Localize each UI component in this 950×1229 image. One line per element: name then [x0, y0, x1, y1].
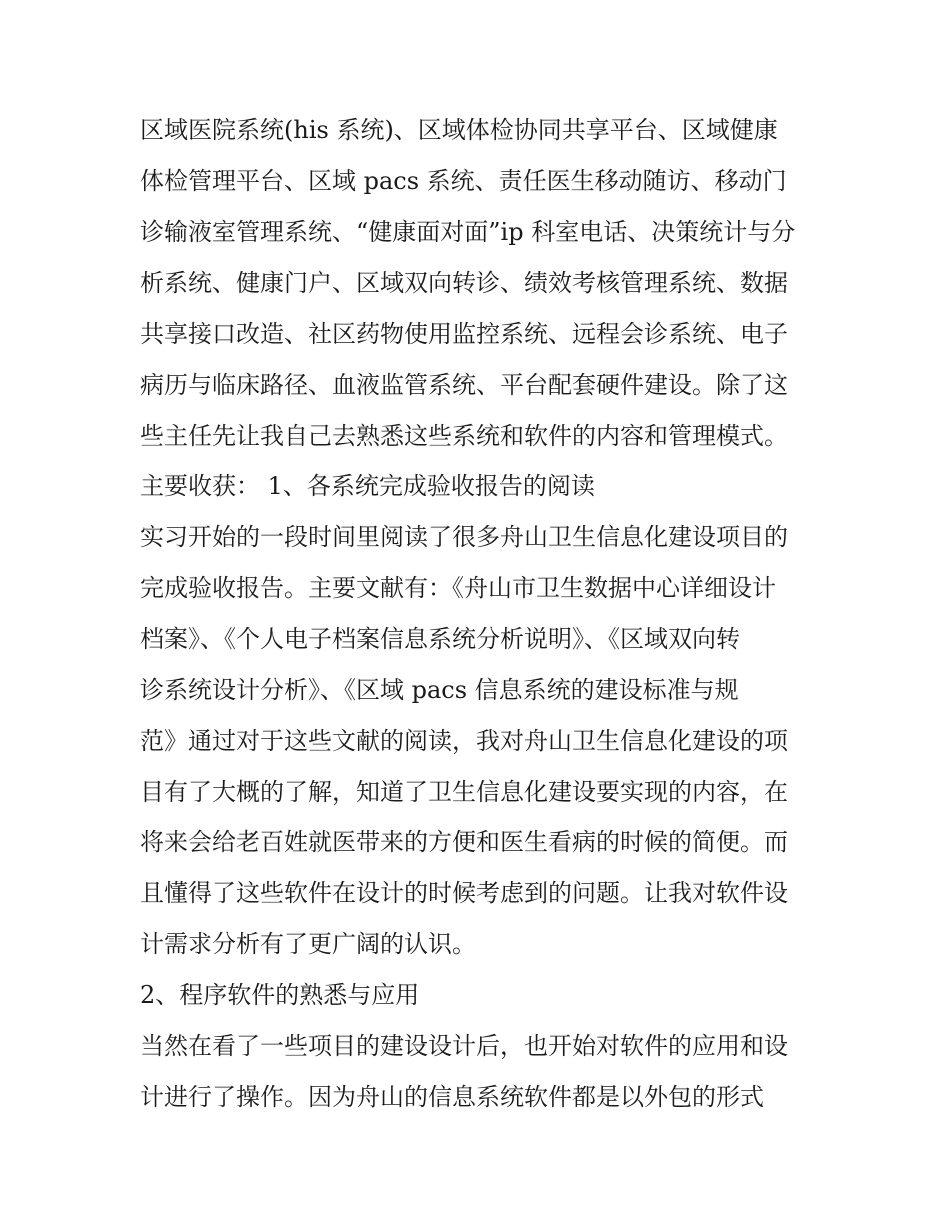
text-line: 析系统、健康门户、区域双向转诊、绩效考核管理系统、数据: [140, 269, 788, 297]
text-line: 共享接口改造、社区药物使用监控系统、远程会诊系统、电子: [140, 320, 788, 348]
text-line: 将来会给老百姓就医带来的方便和医生看病的时候的简便。而: [140, 828, 788, 856]
text-line: 体检管理平台、区域 pacs 系统、责任医生移动随访、移动门: [140, 167, 787, 195]
text-line: 些主任先让我自己去熟悉这些系统和软件的内容和管理模式。: [140, 422, 788, 450]
text-line: 当然在看了一些项目的建设设计后，也开始对软件的应用和设: [140, 1032, 788, 1060]
text-line: 计需求分析有了更广阔的认识。: [140, 930, 476, 958]
section-heading: 主要收获： 1、各系统完成验收报告的阅读: [140, 472, 595, 500]
text-line: 完成验收报告。主要文献有：《舟山市卫生数据中心详细设计: [140, 574, 776, 602]
text-line: 诊系统设计分析》、《区域 pacs 信息系统的建设标准与规: [140, 676, 739, 704]
section-heading: 2、程序软件的熟悉与应用: [140, 981, 420, 1009]
text-line: 区域医院系统(his 系统)、区域体检协同共享平台、区域健康: [140, 116, 778, 144]
text-line: 计进行了操作。因为舟山的信息系统软件都是以外包的形式: [140, 1083, 764, 1111]
text-line: 病历与临床路径、血液监管系统、平台配套硬件建设。除了这: [140, 371, 788, 399]
text-line: 档案》、《个人电子档案信息系统分析说明》、《区域双向转: [140, 625, 740, 653]
text-line: 诊输液室管理系统、“健康面对面”ip 科室电话、决策统计与分: [140, 218, 796, 246]
text-line: 范》通过对于这些文献的阅读，我对舟山卫生信息化建设的项: [140, 727, 788, 755]
text-line: 实习开始的一段时间里阅读了很多舟山卫生信息化建设项目的: [140, 523, 788, 551]
text-line: 且懂得了这些软件在设计的时候考虑到的问题。让我对软件设: [140, 879, 788, 907]
text-line: 目有了大概的了解，知道了卫生信息化建设要实现的内容，在: [140, 778, 788, 806]
